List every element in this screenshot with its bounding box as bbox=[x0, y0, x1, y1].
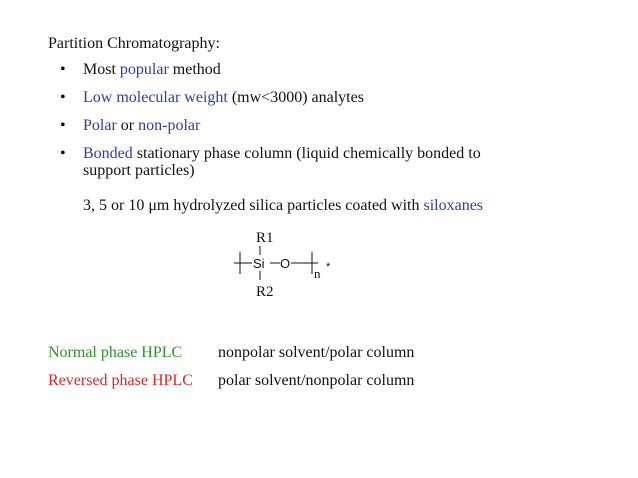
bullet-item-popular bbox=[60, 61, 530, 78]
bullet-highlight: non-polar bbox=[138, 117, 201, 134]
bullet-item-polarity bbox=[60, 117, 530, 134]
bullet-text: or bbox=[116, 117, 139, 134]
bullet-dot-icon: • bbox=[60, 145, 66, 162]
structure-n-label: n bbox=[314, 266, 321, 281]
particle-highlight: siloxanes bbox=[423, 197, 484, 214]
bullet-highlight: Polar bbox=[83, 117, 117, 134]
structure-si-label: Si bbox=[253, 256, 265, 271]
phase-desc: nonpolar solvent/polar column bbox=[218, 344, 415, 361]
structure-o-label: O bbox=[280, 256, 291, 271]
bullet-dot-icon: • bbox=[60, 117, 66, 134]
particle-text: 3, 5 or 10 μm hydrolyzed silica particles coated with bbox=[83, 197, 424, 214]
bullet-text: (mw<3000) analytes bbox=[227, 89, 364, 106]
structure-star-label: * bbox=[326, 261, 331, 273]
phase-row-normal bbox=[48, 343, 414, 363]
phase-desc: polar solvent/nonpolar column bbox=[218, 372, 415, 389]
bullet-dot-icon: • bbox=[60, 61, 66, 78]
particle-description bbox=[83, 196, 483, 216]
bullet-dot-icon: • bbox=[60, 89, 66, 106]
bullet-item-bonded bbox=[60, 145, 530, 179]
bullet-text: stationary phase column (liquid chemically bonded to support particles) bbox=[83, 145, 481, 179]
phase-name: Normal phase HPLC bbox=[48, 344, 183, 361]
bullet-list bbox=[60, 61, 530, 190]
siloxane-structure-diagram bbox=[226, 226, 356, 306]
phase-row-reversed bbox=[48, 371, 414, 391]
bullet-highlight: Bonded bbox=[83, 145, 133, 162]
structure-r1-label: R1 bbox=[256, 230, 274, 246]
bullet-highlight: Low molecular weight bbox=[83, 89, 228, 106]
bullet-text: method bbox=[168, 61, 221, 78]
bullet-item-low-mw bbox=[60, 89, 530, 106]
bullet-text: Most bbox=[83, 61, 120, 78]
bullet-highlight: popular bbox=[119, 61, 169, 78]
structure-r2-label: R2 bbox=[256, 284, 274, 300]
slide-heading: Partition Chromatography: bbox=[48, 35, 220, 52]
phase-name: Reversed phase HPLC bbox=[48, 372, 193, 389]
